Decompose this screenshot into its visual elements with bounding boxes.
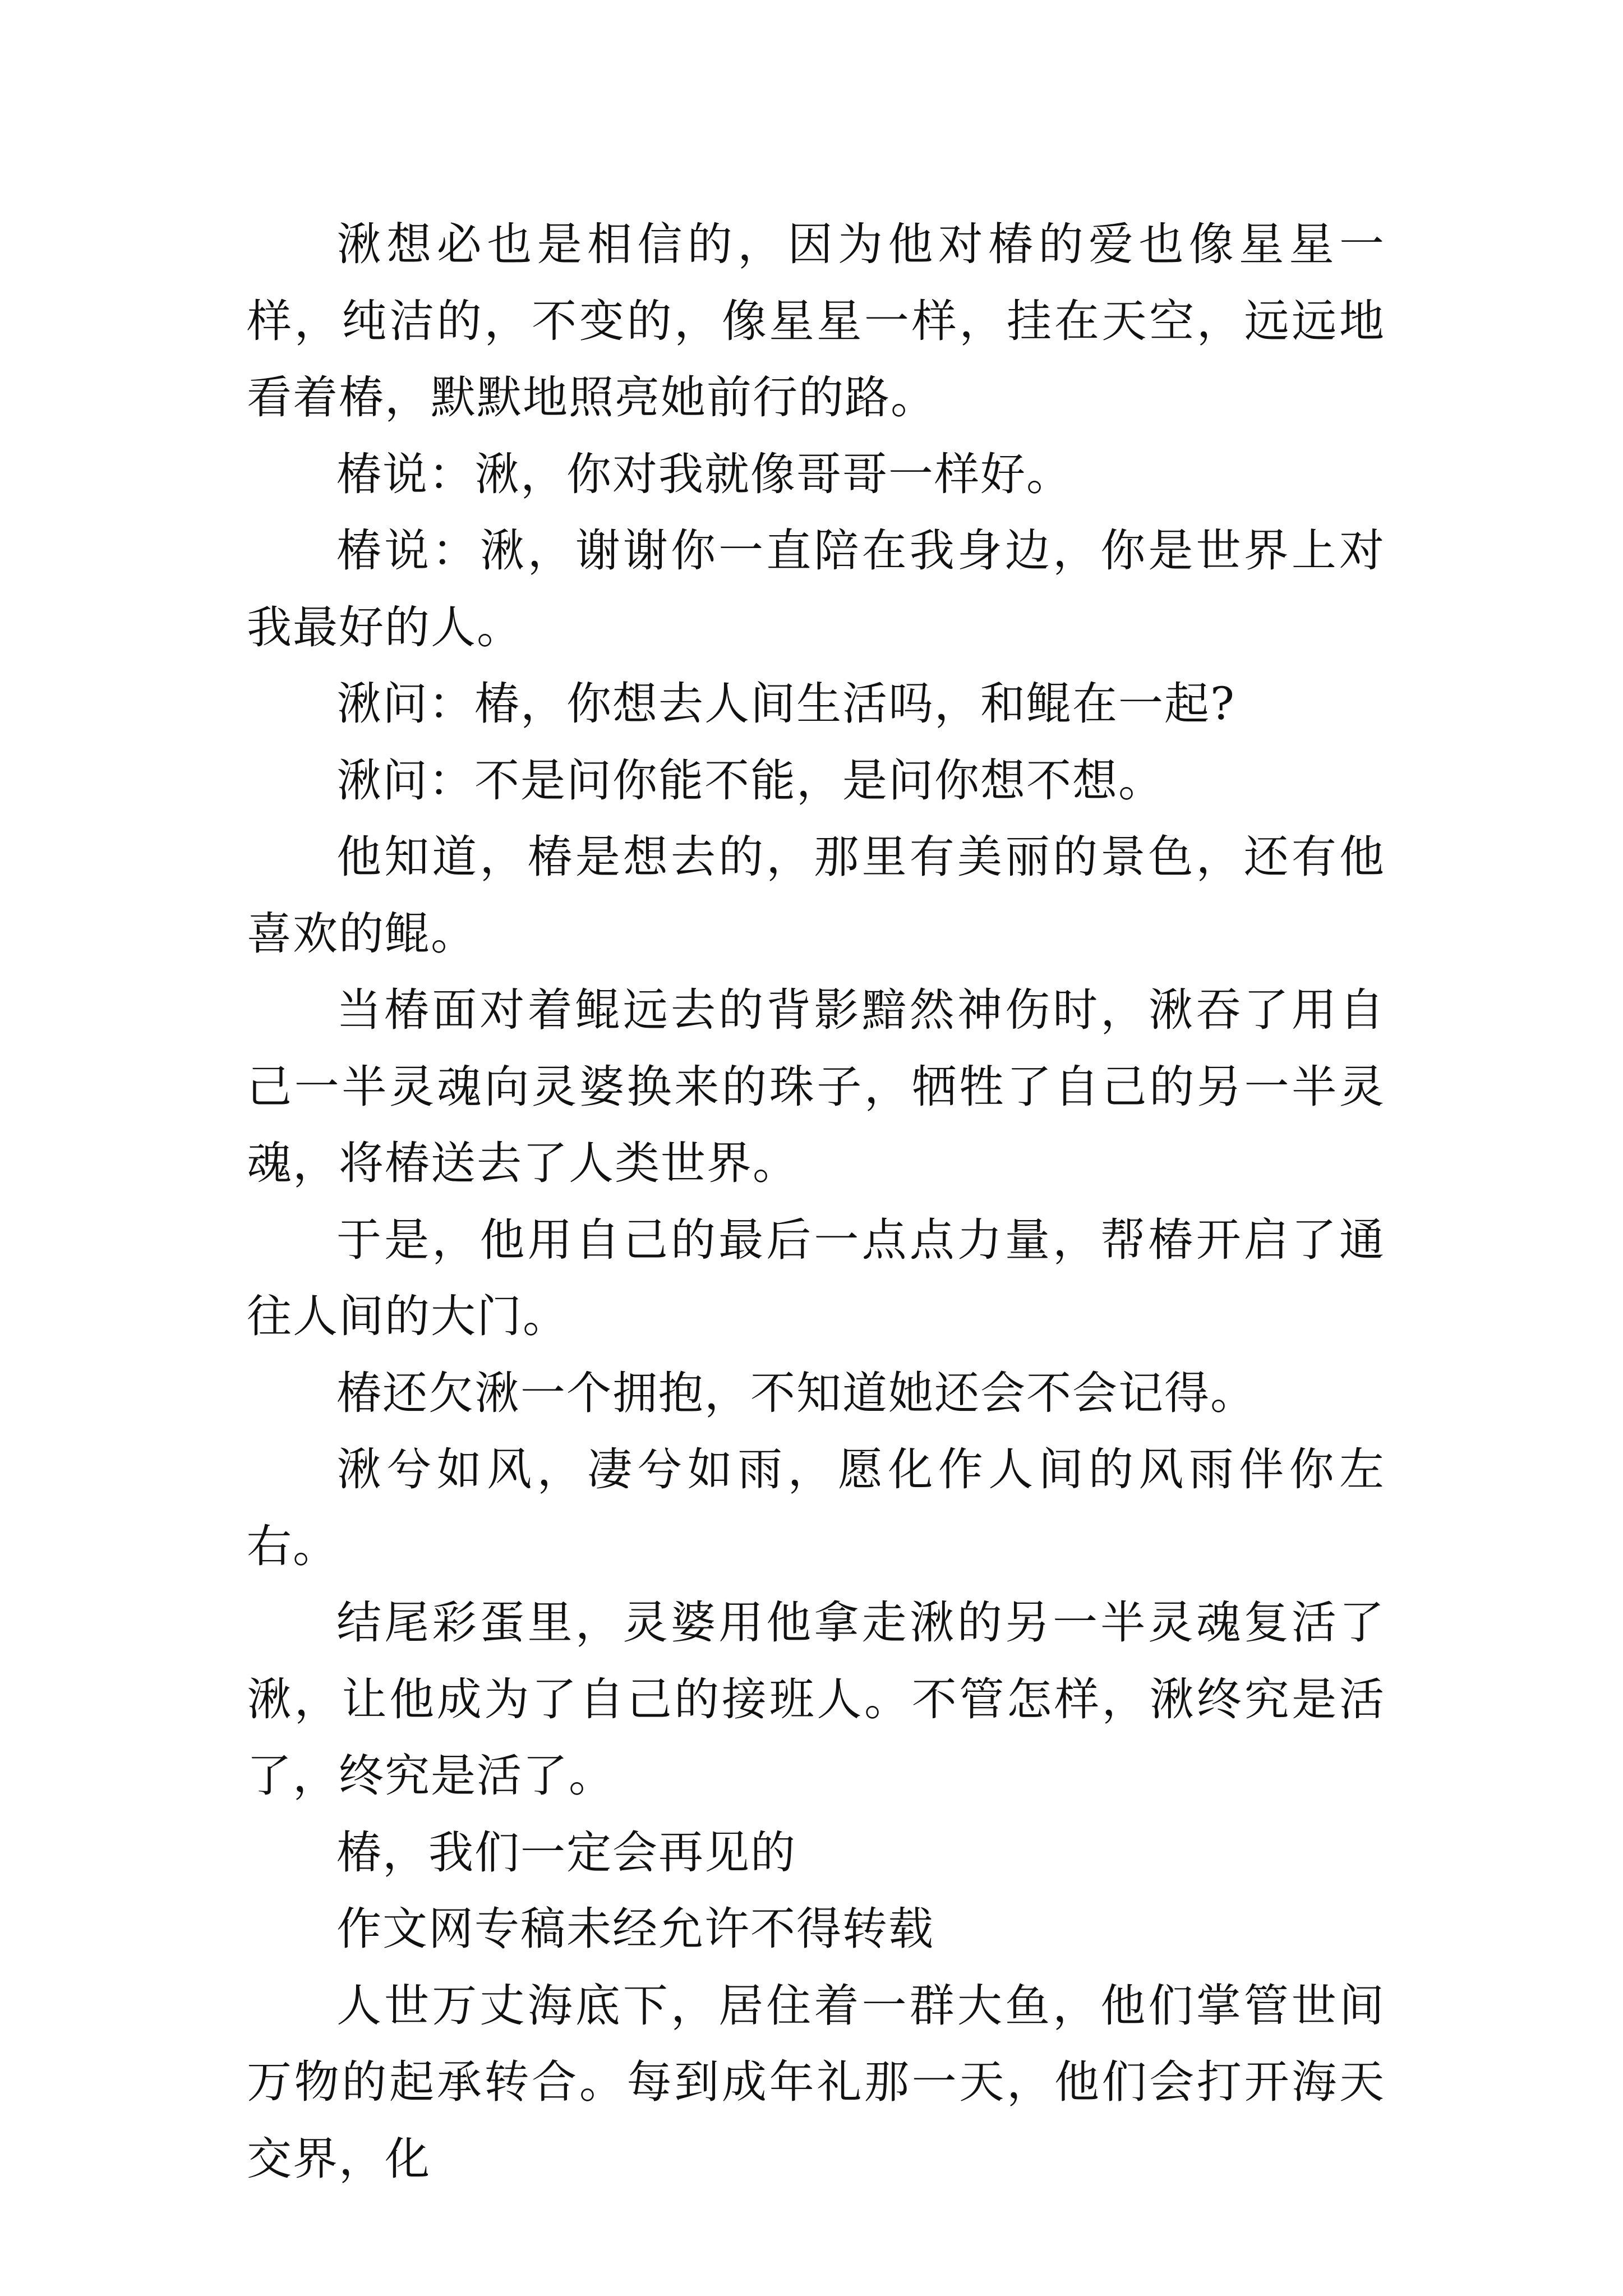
paragraph: 椿说：湫，谢谢你一直陪在我身边，你是世界上对我最好的人。	[247, 524, 1385, 654]
paragraph: 椿，我们一定会再见的	[336, 1826, 796, 1879]
paragraph: 当椿面对着鲲远去的背影黯然神伤时，湫吞了用自己一半灵魂向灵婆换来的珠子，牺牲了自己的另一半灵魂，将椿送去了人类世界。	[247, 984, 1385, 1189]
article-body	[247, 206, 1385, 2197]
paragraph: 湫问：椿，你想去人间生活吗，和鲲在一起?	[336, 678, 1235, 730]
paragraph: 他知道，椿是想去的，那里有美丽的景色，还有他喜欢的鲲。	[247, 831, 1385, 960]
paragraph: 结尾彩蛋里，灵婆用他拿走湫的另一半灵魂复活了湫，让他成为了自己的接班人。不管怎样，湫终究是活了，终究是活了。	[247, 1596, 1385, 1802]
paragraph: 椿说：湫，你对我就像哥哥一样好。	[336, 448, 1072, 500]
paragraph: 于是，他用自己的最后一点点力量，帮椿开启了通往人间的大门。	[247, 1213, 1385, 1342]
paragraph: 椿还欠湫一个拥抱，不知道她还会不会记得。	[336, 1366, 1256, 1419]
paragraph: 湫兮如风，凄兮如雨，愿化作人间的风雨伴你左右。	[247, 1443, 1385, 1572]
paragraph: 湫想必也是相信的，因为他对椿的爱也像星星一样，纯洁的，不变的，像星星一样，挂在天空，远远地看着椿，默默地照亮她前行的路。	[247, 218, 1385, 424]
paragraph: 人世万丈海底下，居住着一群大鱼，他们掌管世间万物的起承转合。每到成年礼那一天，他们会打开海天交界，化	[247, 1979, 1385, 2185]
paragraph: 湫问：不是问你能不能，是问你想不想。	[336, 754, 1164, 807]
copyright-notice: 作文网专稿未经允许不得转载	[336, 1903, 934, 1955]
